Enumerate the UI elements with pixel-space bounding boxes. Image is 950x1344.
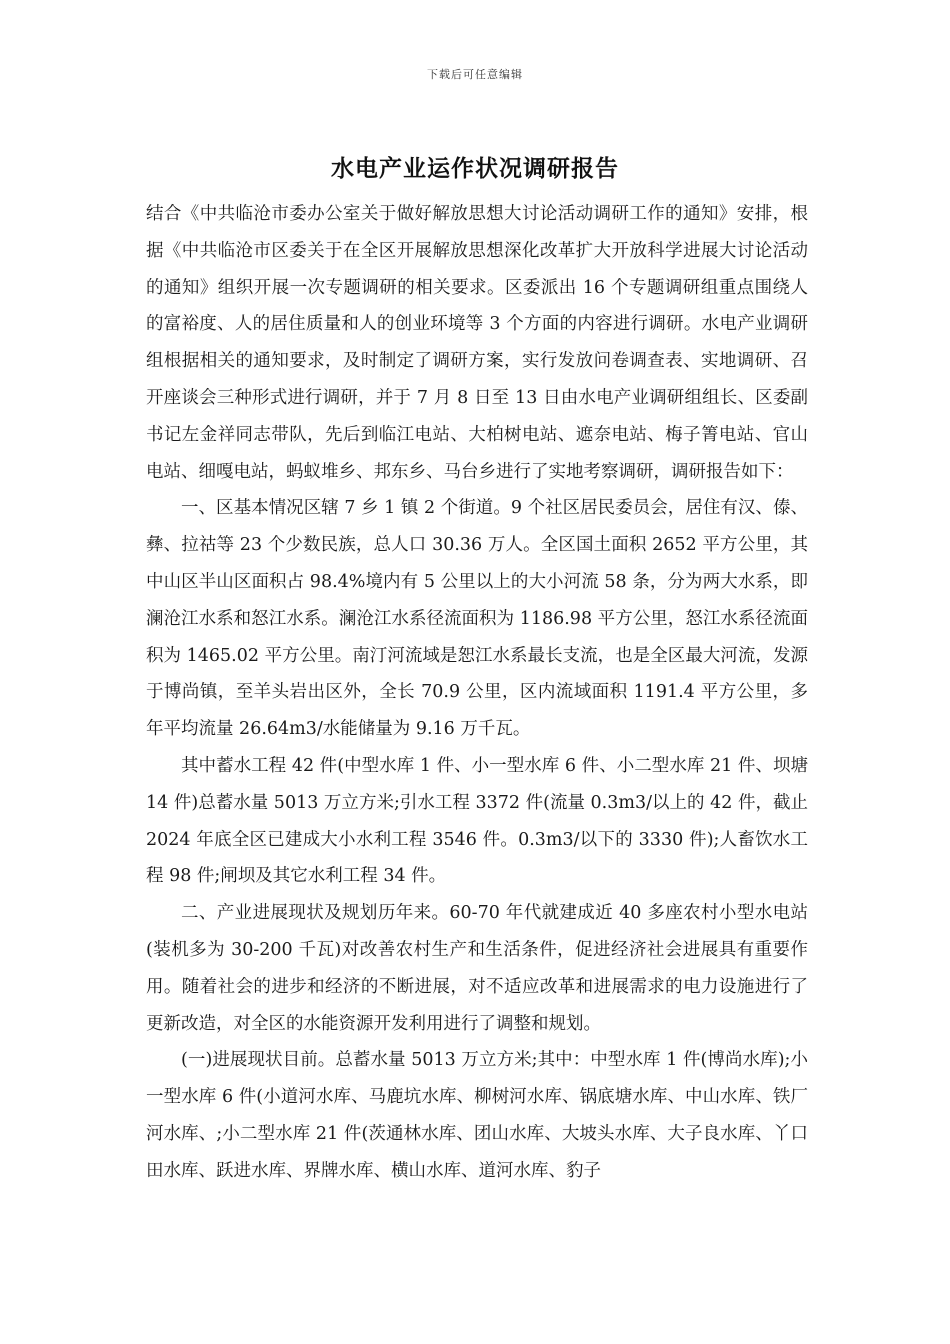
document-body [146, 196, 808, 1190]
paragraph-water-projects: 其中蓄水工程 42 件(中型水库 1 件、小一型水库 6 件、小二型水库 21 件、坝塘 14 件)总蓄水量 5013 万立方米;引水工程 3372 件(流量 0.3m3/以上的 42 件，截止 2024 年底全区已建成大小水利工程 3546 件。0.3m3/以下的 3330 件);人畜饮水工程 98 件;闸坝及其它水利工程 34 件。 [146, 755, 808, 887]
paragraph-basic-info: 一、区基本情况区辖 7 乡 1 镇 2 个街道。9 个社区居民委员会，居住有汉、傣、彝、拉祜等 23 个少数民族，总人口 30.36 万人。全区国土面积 2652 平方公里，其中山区半山区面积占 98.4%境内有 5 公里以上的大小河流 58 条，分为两大水系，即澜沧江水系和怒江水系。澜沧江水系径流面积为 1186.98 平方公里，怒江水系径流面积为 1465.02 平方公里。南汀河流域是恕江水系最长支流，也是全区最大河流，发源于博尚镇，至羊头岩出区外，全长 70.9 公里，区内流域面积 1191.4 平方公里，多年平均流量 26.64m3/水能储量为 9.16 万千瓦。 [146, 498, 808, 740]
paragraph-current-progress: (一)进展现状目前。总蓄水量 5013 万立方米;其中：中型水库 1 件(博尚水库);小一型水库 6 件(小道河水库、马鹿坑水库、柳树河水库、锅底塘水库、中山水库、铁厂河水库、;小二型水库 21 件(茨通林水库、团山水库、大坡头水库、大子良水库、丫口田水库、跃进水库、界牌水库、横山水库、道河水库、豹子 [146, 1050, 808, 1181]
header-note: 下载后可任意编辑 [427, 68, 523, 81]
paragraph-industry-status: 二、产业进展现状及规划历年来。60-70 年代就建成近 40 多座农村小型水电站(装机多为 30-200 千瓦)对改善农村生产和生活条件，促进经济社会进展具有重要作用。随着社会的进步和经济的不断进展，对不适应改革和进展需求的电力设施进行了更新改造，对全区的水能资源开发利用进行了调整和规划。 [146, 903, 808, 1034]
paragraph-intro: 结合《中共临沧市委办公室关于做好解放思想大讨论活动调研工作的通知》安排，根据《中共临沧市区委关于在全区开展解放思想深化改革扩大开放科学进展大讨论活动的通知》组织开展一次专题调研的相关要求。区委派出 16 个专题调研组重点围绕人的富裕度、人的居住质量和人的创业环境等 3 个方面的内容进行调研。水电产业调研组根据相关的通知要求，及时制定了调研方案，实行发放问卷调查表、实地调研、召开座谈会三种形式进行调研，并于 7 月 8 日至 13 日由水电产业调研组组长、区委副书记左金祥同志带队，先后到临江电站、大柏树电站、遮奈电站、梅子箐电站、官山电站、细嘎电站，蚂蚁堆乡、邦东乡、马台乡进行了实地考察调研，调研报告如下： [146, 204, 808, 482]
document-title: 水电产业运作状况调研报告 [331, 156, 619, 182]
